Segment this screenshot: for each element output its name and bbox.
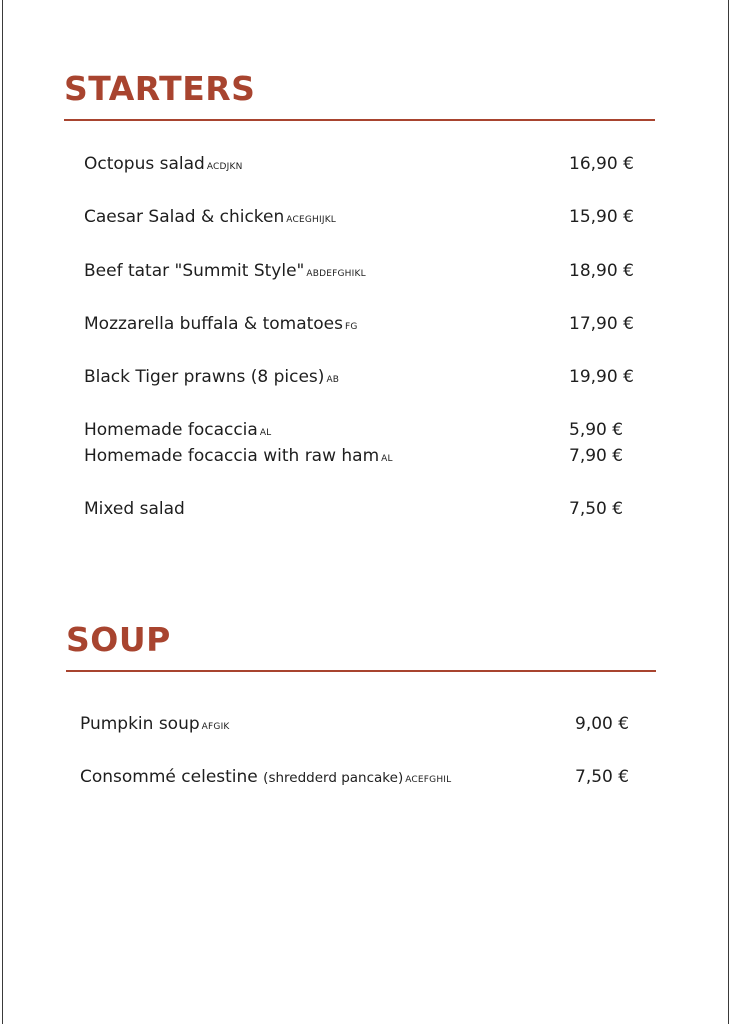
soup-section	[66, 620, 656, 672]
starters-divider	[64, 119, 655, 121]
allergen-codes: AFGIK	[201, 722, 230, 732]
item-price: 7,90 €	[569, 446, 624, 466]
allergen-codes: ABDEFGHIKL	[306, 269, 366, 279]
menu-item	[84, 156, 243, 173]
allergen-codes: FG	[345, 322, 358, 332]
item-name: Beef tatar "Summit Style"	[84, 261, 305, 281]
item-price: 17,90 €	[569, 314, 634, 334]
allergen-codes: AL	[381, 454, 393, 464]
menu-item	[84, 422, 271, 439]
allergen-codes: AB	[326, 375, 340, 385]
item-name: Black Tiger prawns (8 pices)	[84, 367, 325, 387]
starters-title: STARTERS	[64, 69, 256, 108]
item-price: 7,50 €	[575, 767, 630, 787]
allergen-codes: ACDJKN	[206, 162, 243, 172]
item-name: Consommé celestine	[80, 767, 258, 787]
menu-item	[80, 769, 451, 786]
item-price: 15,90 €	[569, 207, 634, 227]
item-price: 7,50 €	[569, 499, 624, 519]
starters-section	[64, 69, 655, 121]
menu-item	[84, 316, 358, 333]
menu-item	[84, 501, 187, 518]
menu-item	[84, 209, 336, 226]
item-name: Octopus salad	[84, 154, 205, 174]
menu-item	[84, 448, 393, 465]
allergen-codes: ACEGHIJKL	[286, 215, 337, 225]
menu-item	[84, 369, 339, 386]
menu-item	[84, 263, 366, 280]
menu-item	[80, 716, 230, 733]
item-price: 19,90 €	[569, 367, 634, 387]
item-price: 5,90 €	[569, 420, 624, 440]
item-note: (shredderd pancake)	[263, 770, 404, 786]
allergen-codes: AL	[259, 428, 272, 438]
item-price: 9,00 €	[575, 714, 630, 734]
item-name: Mixed salad	[84, 499, 185, 519]
item-name: Homemade focaccia with raw ham	[84, 446, 380, 466]
item-name: Pumpkin soup	[80, 714, 200, 734]
soup-title: SOUP	[66, 620, 171, 659]
soup-divider	[66, 670, 656, 672]
item-name: Mozzarella buffala & tomatoes	[84, 314, 344, 334]
allergen-codes: ACEFGHIL	[405, 775, 452, 785]
item-name: Homemade focaccia	[84, 420, 258, 440]
item-price: 16,90 €	[569, 154, 634, 174]
item-price: 18,90 €	[569, 261, 634, 281]
item-name: Caesar Salad & chicken	[84, 207, 285, 227]
